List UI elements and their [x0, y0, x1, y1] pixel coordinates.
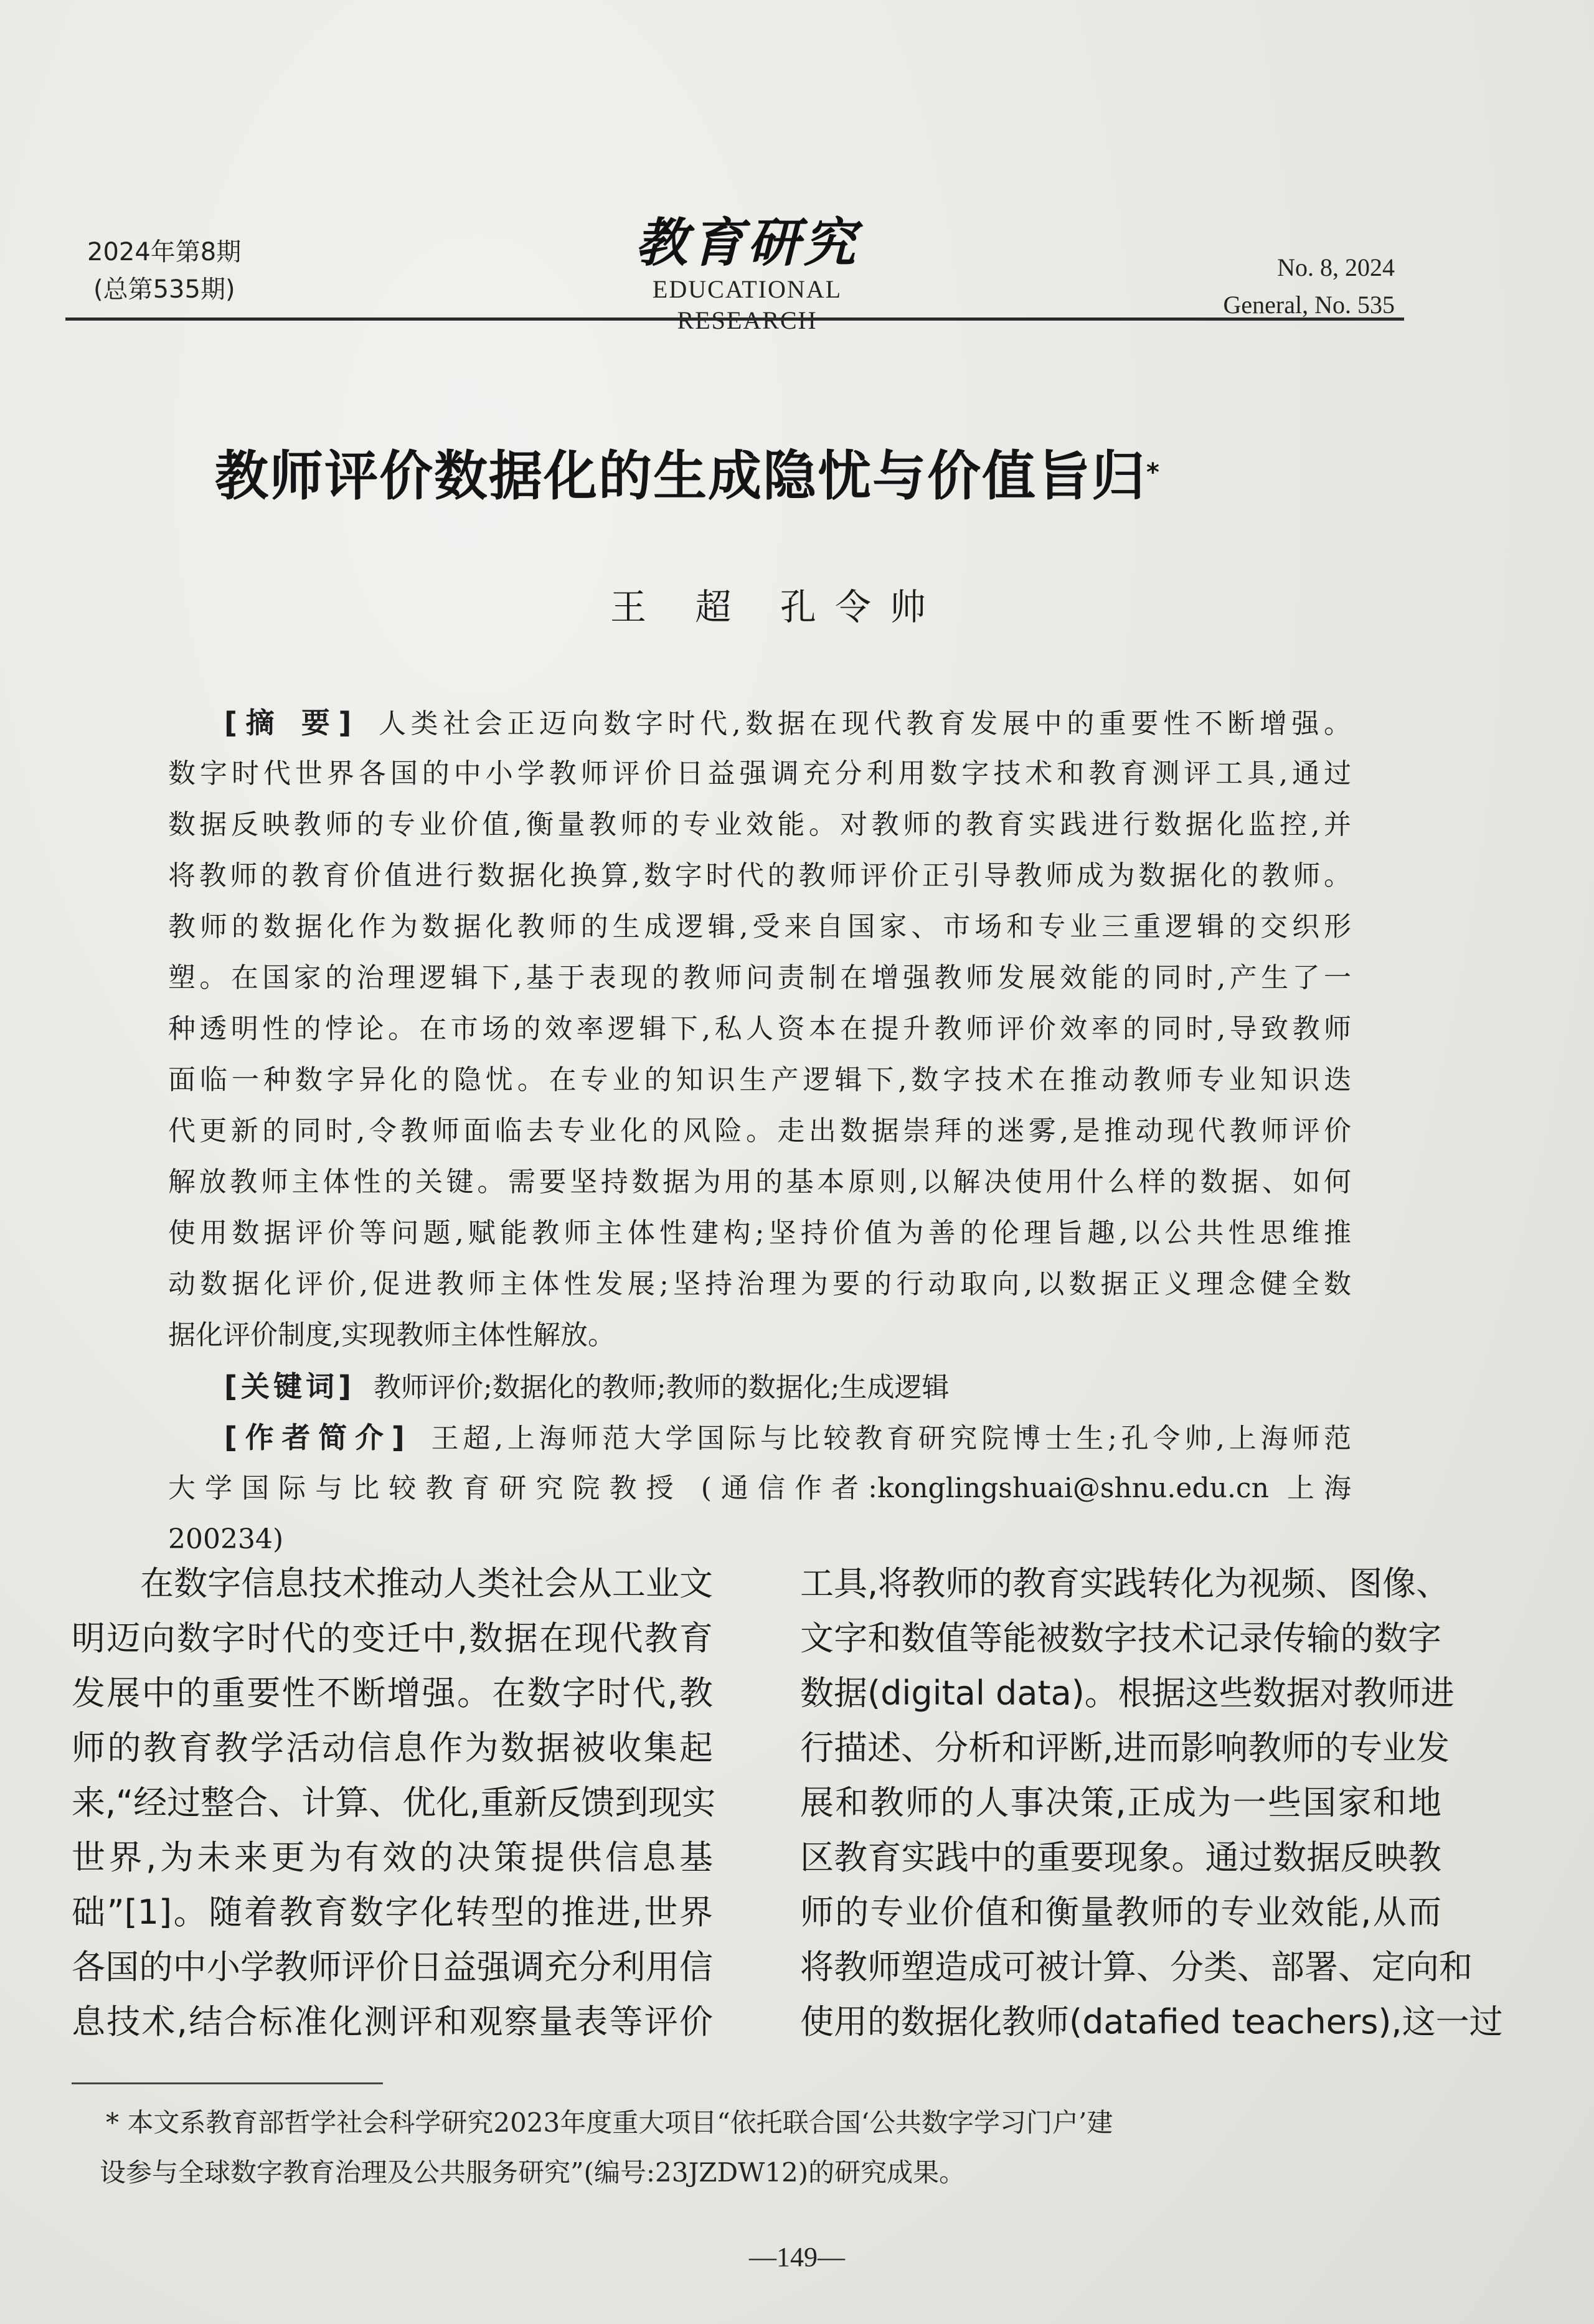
body-line: 区教育实践中的重要现象。通过数据反映教: [800, 1838, 1441, 1877]
header-rule: [65, 318, 1404, 321]
bio-line: [168, 1412, 1351, 1463]
body-line: 来,“经过整合、计算、优化,重新反馈到现实: [72, 1783, 716, 1822]
abstract-line: 面临一种数字异化的隐忧。在专业的知识生产逻辑下,数字技术在推动教师专业知识迭: [168, 1064, 1351, 1096]
body-column-right: [800, 1556, 1503, 2049]
body-column-left: [72, 1556, 716, 2049]
body-line: 发展中的重要性不断增强。在数字时代,教: [72, 1673, 713, 1713]
article-title: [215, 439, 1161, 514]
body-line: 世界,为未来更为有效的决策提供信息基: [72, 1838, 713, 1877]
total-issue-cn: (总第535期): [93, 275, 235, 304]
body-line: 行描述、分析和评断,进而影响教师的专业发: [800, 1728, 1450, 1767]
body-line: 师的教育教学活动信息作为数据被收集起: [72, 1728, 713, 1767]
body-line: 师的专业价值和衡量教师的专业效能,从而: [800, 1893, 1441, 1932]
article-authors: 王 超 孔令帅: [610, 586, 945, 628]
body-line: 础”[1]。随着教育数字化转型的推进,世界: [72, 1893, 713, 1932]
body-line: 展和教师的人事决策,正成为一些国家和地: [800, 1783, 1441, 1822]
abstract-line: 解放教师主体性的关键。需要坚持数据为用的基本原则,以解决使用什么样的数据、如何: [168, 1166, 1351, 1198]
abstract-line: 动数据化评价,促进教师主体性发展;坚持治理为要的行动取向,以数据正义理念健全数: [168, 1268, 1351, 1300]
body-line: 息技术,结合标准化测评和观察量表等评价: [72, 2002, 713, 2041]
body-line: 工具,将教师的教育实践转化为视频、图像、: [800, 1564, 1450, 1603]
abstract-line: 塑。在国家的治理逻辑下,基于表现的教师问责制在增强教师发展效能的同时,产生了一: [168, 962, 1351, 994]
abstract-line: 将教师的教育价值进行数据化换算,数字时代的教师评价正引导教师成为数据化的教师。: [168, 860, 1351, 891]
keywords-line: [168, 1361, 1351, 1412]
journal-name-en: EDUCATIONAL RESEARCH: [652, 275, 842, 334]
bio-label: [作者简介]: [224, 1421, 408, 1454]
footnote-line: * 本文系教育部哲学社会科学研究2023年度重大项目“依托联合国‘公共数字学习门户’建: [106, 2107, 1113, 2138]
abstract-line: 数据反映教师的专业价值,衡量教师的专业效能。对教师的教育实践进行数据化监控,并: [168, 809, 1351, 840]
body-line: 数据(digital data)。根据这些数据对教师进: [800, 1673, 1455, 1713]
bio-line: 大学国际与比较教育研究院教授 (通信作者:konglingshuai@shnu.edu.cn 上海: [168, 1472, 1351, 1504]
body-line: 将教师塑造成可被计算、分类、部署、定向和: [800, 1947, 1473, 1987]
keywords-label: [关键词]: [224, 1370, 356, 1403]
abstract-label: [摘 要]: [224, 706, 356, 740]
abstract-block: [168, 697, 1351, 1565]
bio-text: 王超,上海师范大学国际与比较教育研究院博士生;孔令帅,上海师范: [427, 1423, 1352, 1454]
body-line: 各国的中小学教师评价日益强调充分利用信: [72, 1947, 713, 1987]
bio-line: 200234): [168, 1523, 284, 1555]
keywords-text: 教师评价;数据化的教师;教师的数据化;生成逻辑: [374, 1371, 950, 1403]
footnote-line: 设参与全球数字教育治理及公共服务研究”(编号:23JZDW12)的研究成果。: [100, 2157, 966, 2188]
abstract-line: [168, 697, 1351, 748]
body-line: 在数字信息技术推动人类社会从工业文: [140, 1564, 713, 1603]
article-title-text: 教师评价数据化的生成隐忧与价值旨归: [215, 445, 1146, 507]
journal-logo-cn: 教育研究: [634, 212, 859, 273]
issue-info-cn: [87, 233, 241, 308]
page-number: —149—: [749, 2242, 845, 2272]
abstract-line: 据化评价制度,实现教师主体性解放。: [168, 1319, 615, 1351]
abstract-line: 种透明性的悖论。在市场的效率逻辑下,私人资本在提升教师评价效率的同时,导致教师: [168, 1013, 1351, 1045]
total-issue-en: General, No. 535: [1223, 291, 1395, 319]
abstract-line: 教师的数据化作为数据化教师的生成逻辑,受来自国家、市场和专业三重逻辑的交织形: [168, 911, 1351, 943]
footnote-rule: [72, 2082, 383, 2084]
abstract-line: 数字时代世界各国的中小学教师评价日益强调充分利用数字技术和教育测评工具,通过: [168, 758, 1351, 789]
body-line: 使用的数据化教师(datafied teachers),这一过: [800, 2002, 1503, 2041]
abstract-line: 使用数据评价等问题,赋能教师主体性建构;坚持价值为善的伦理旨趣,以公共性思维推: [168, 1217, 1351, 1249]
issue-number-en: No. 8, 2024: [1277, 253, 1395, 281]
abstract-line: 代更新的同时,令教师面临去专业化的风险。走出数据崇拜的迷雾,是推动现代教师评价: [168, 1115, 1351, 1147]
issue-number-cn: 2024年第8期: [87, 238, 242, 266]
body-line: 文字和数值等能被数字技术记录传输的数字: [800, 1619, 1441, 1658]
footnote: [100, 2098, 1426, 2198]
body-line: 明迈向数字时代的变迁中,数据在现代教育: [72, 1619, 713, 1658]
issue-info-en: [1224, 249, 1395, 324]
abstract-text: 人类社会正迈向数字时代,数据在现代教育发展中的重要性不断增强。: [374, 708, 1352, 740]
title-footnote-mark: *: [1146, 458, 1161, 487]
